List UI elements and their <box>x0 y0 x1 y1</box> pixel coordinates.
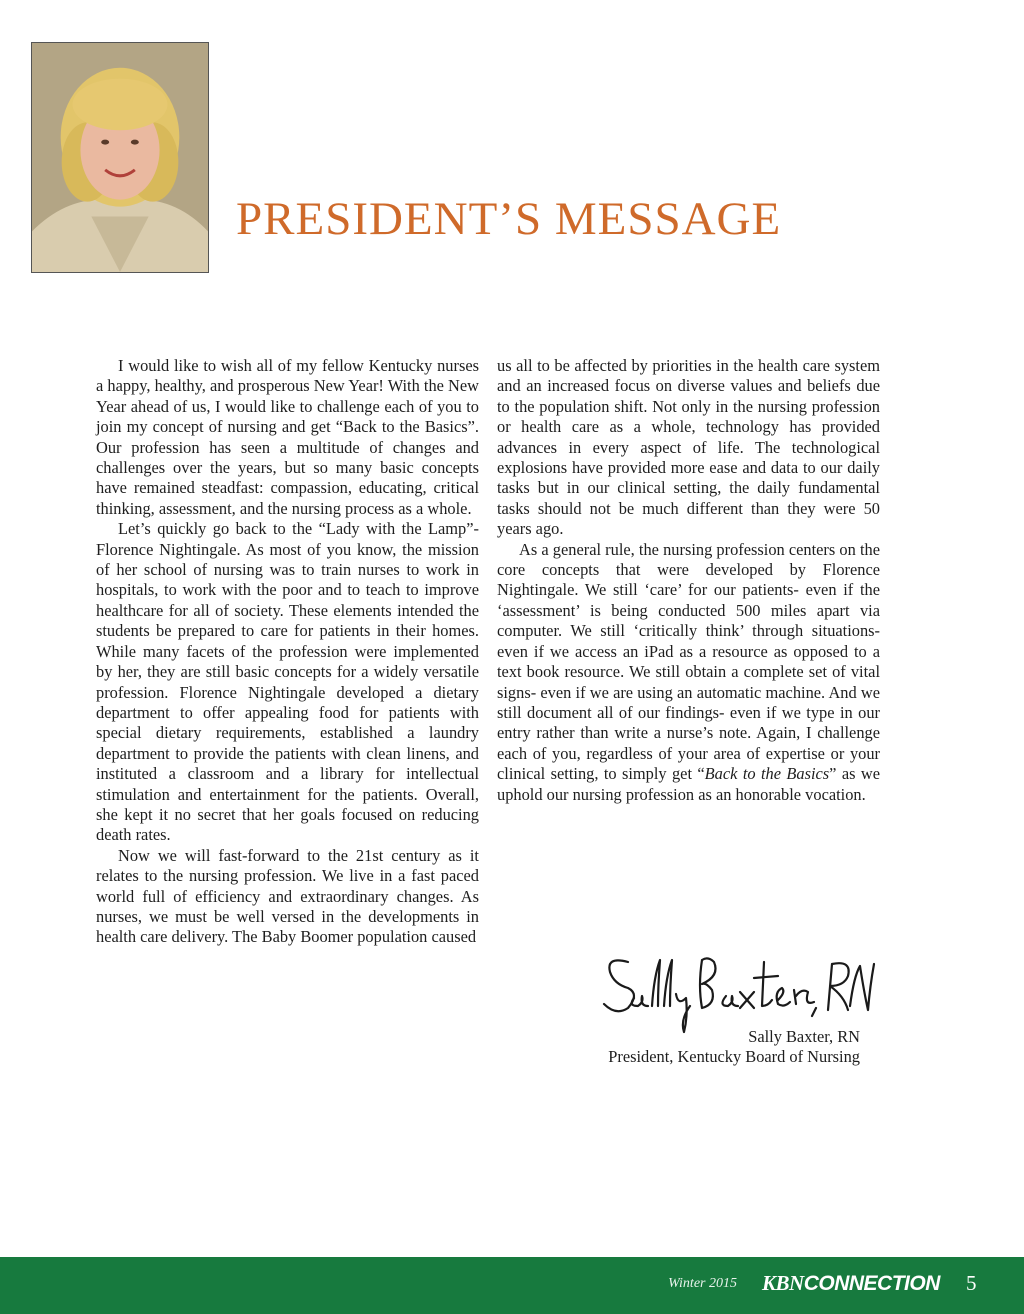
logo-prefix: KBN <box>762 1271 804 1295</box>
logo-suffix: CONNECTION <box>803 1272 940 1295</box>
paragraph-text: As a general rule, the nursing profession centers on the core concepts that were developed by Florence Nightingale. We still ‘care’ for our patients- even if the ‘assessment’ is being conducted 500 miles apart via computer. We still ‘critically think’ through situations- even if we access an iPad as a resource as opposed to a text book resource. We still obtain a complete set of vital signs- even if we are using an automatic machine. And we still document all of our findings- even if we type in our entry rather than write a nurse’s note. Again, I challenge each of you, regardless of your area of expertise or your clinical setting, to simply get “ <box>497 539 880 784</box>
signature-role: President, Kentucky Board of Nursing <box>608 1047 860 1066</box>
handwritten-signature <box>598 946 878 1038</box>
page-title: PRESIDENT’S MESSAGE <box>236 193 782 245</box>
article-left-column <box>96 356 479 948</box>
issue-date: Winter 2015 <box>668 1276 737 1291</box>
publication-logo <box>762 1271 940 1296</box>
page-number: 5 <box>966 1271 977 1295</box>
article-paragraph: Now we will fast-forward to the 21st century as it relates to the nursing profession. We live in a fast paced world full of efficiency and extraordinary changes. As nurses, we must be well versed in the developments in health care delivery. The Baby Boomer population caused <box>96 845 479 947</box>
article-right-column <box>497 356 880 805</box>
footer-bar <box>0 1257 1024 1314</box>
article-paragraph: Let’s quickly go back to the “Lady with the Lamp”- Florence Nightingale. As most of you know, the mission of her school of nursing was to train nurses to work in hospitals, to work with the poor and to teach to improve healthcare for all of society. These elements intended the students be prepared to care for patients in their homes. While many facets of the profession were implemented by her, they are still basic concepts for a widely versatile profession. Florence Nightingale developed a dietary department to offer appealing food for patients with special dietary requirements, established a laundry department to provide the patients with clean linens, and instituted a classroom and a library for intellectual stimulation and entertainment for the patients. Overall, she kept it no secret that her goals focused on reducing death rates. <box>96 519 479 845</box>
article-paragraph: I would like to wish all of my fellow Kentucky nurses a happy, healthy, and prosperous New Year! With the New Year ahead of us, I would like to challenge each of you to join my concept of nursing and get “Back to the Basics”. Our profession has seen a multitude of changes and challenges over the years, but so many basic concepts have remained steadfast: compassion, educating, critical thinking, assessment, and the nursing process as a whole. <box>96 356 479 518</box>
emphasis-text: Back to the Basics <box>704 764 830 784</box>
article-paragraph: us all to be affected by priorities in the health care system and an increased focus on diverse values and beliefs due to the population shift. Not only in the nursing profession or health care as a whole, technology has provided advances in every aspect of life. The technological explosions have provided more ease and data to our daily tasks but in our clinical setting, the daily fundamental tasks should not be much different than they were 50 years ago. <box>497 356 880 539</box>
paragraph-text: ” as we uphold our nursing profession as an honorable vocation. <box>497 764 880 804</box>
article-paragraph <box>497 540 880 805</box>
president-portrait-photo <box>31 42 209 273</box>
signature-name: Sally Baxter, RN <box>748 1027 860 1046</box>
